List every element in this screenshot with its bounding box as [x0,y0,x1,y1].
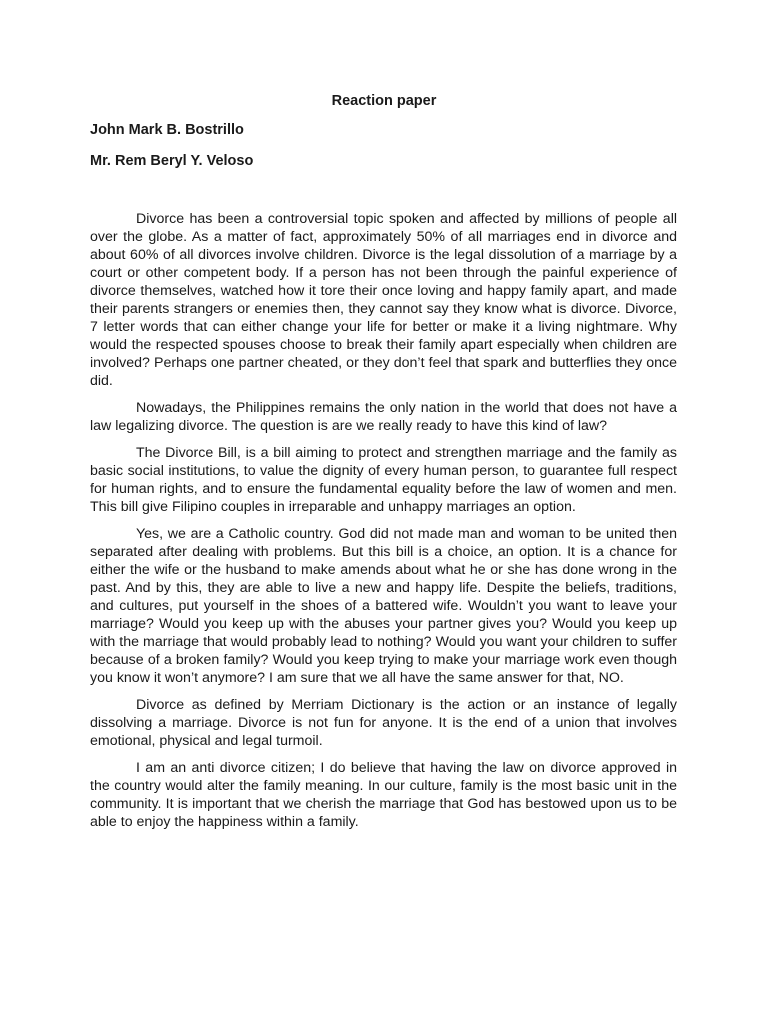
paragraph: Nowadays, the Philippines remains the only nation in the world that does not have a law legalizing divorce. The question is are we really ready to have this kind of law? [90,400,677,434]
paragraph: The Divorce Bill, is a bill aiming to protect and strengthen marriage and the family as basic social institutions, to value the dignity of every human person, to guarantee full respect for human rights, and to ensure the fundamental equality before the law of women and men. This bill give Filipino couples in irreparable and unhappy marriages an option. [90,445,677,515]
paragraph: Divorce as defined by Merriam Dictionary is the action or an instance of legally dissolving a marriage. Divorce is not fun for anyone. It is the end of a union that involves emotional, physical and legal turmoil. [90,697,677,749]
paragraph: Yes, we are a Catholic country. God did not made man and woman to be united then separated after dealing with problems. But this bill is a choice, an option. It is a chance for either the wife or the husband to make amends about what he or she has done wrong in the past. And by this, they are able to live a new and happy life. Despite the beliefs, traditions, and cultures, put yourself in the shoes of a battered wife. Wouldn’t you want to leave your marriage? Would you keep up with the abuses your partner gives you? Would you keep up with the marriage that would probably lead to nothing? Would you want your children to suffer because of a broken family? Would you keep trying to make your marriage work even though you know it won’t anymore? I am sure that we all have the same answer for that, NO. [90,526,677,686]
document-title: Reaction paper [331,93,437,109]
document-body [90,210,677,840]
author-name: John Mark B. Bostrillo [90,122,244,138]
paragraph: I am an anti divorce citizen; I do believe that having the law on divorce approved in the country would alter the family meaning. In our culture, family is the most basic unit in the community. It is important that we cherish the marriage that God has bestowed upon us to be able to enjoy the happiness within a family. [90,760,677,830]
instructor-name: Mr. Rem Beryl Y. Veloso [90,153,254,169]
paragraph: Divorce has been a controversial topic spoken and affected by millions of people all over the globe. As a matter of fact, approximately 50% of all marriages end in divorce and about 60% of all divorces involve children. Divorce is the legal dissolution of a marriage by a court or other competent body. If a person has not been through the painful experience of divorce themselves, watched how it tore their once loving and happy family apart, and made their parents strangers or enemies then, they cannot say they know what is divorce. Divorce, 7 letter words that can either change your life for better or make it a living nightmare. Why would the respected spouses choose to break their family apart especially when children are involved? Perhaps one partner cheated, or they don’t feel that spark and butterflies they once did. [90,211,677,389]
